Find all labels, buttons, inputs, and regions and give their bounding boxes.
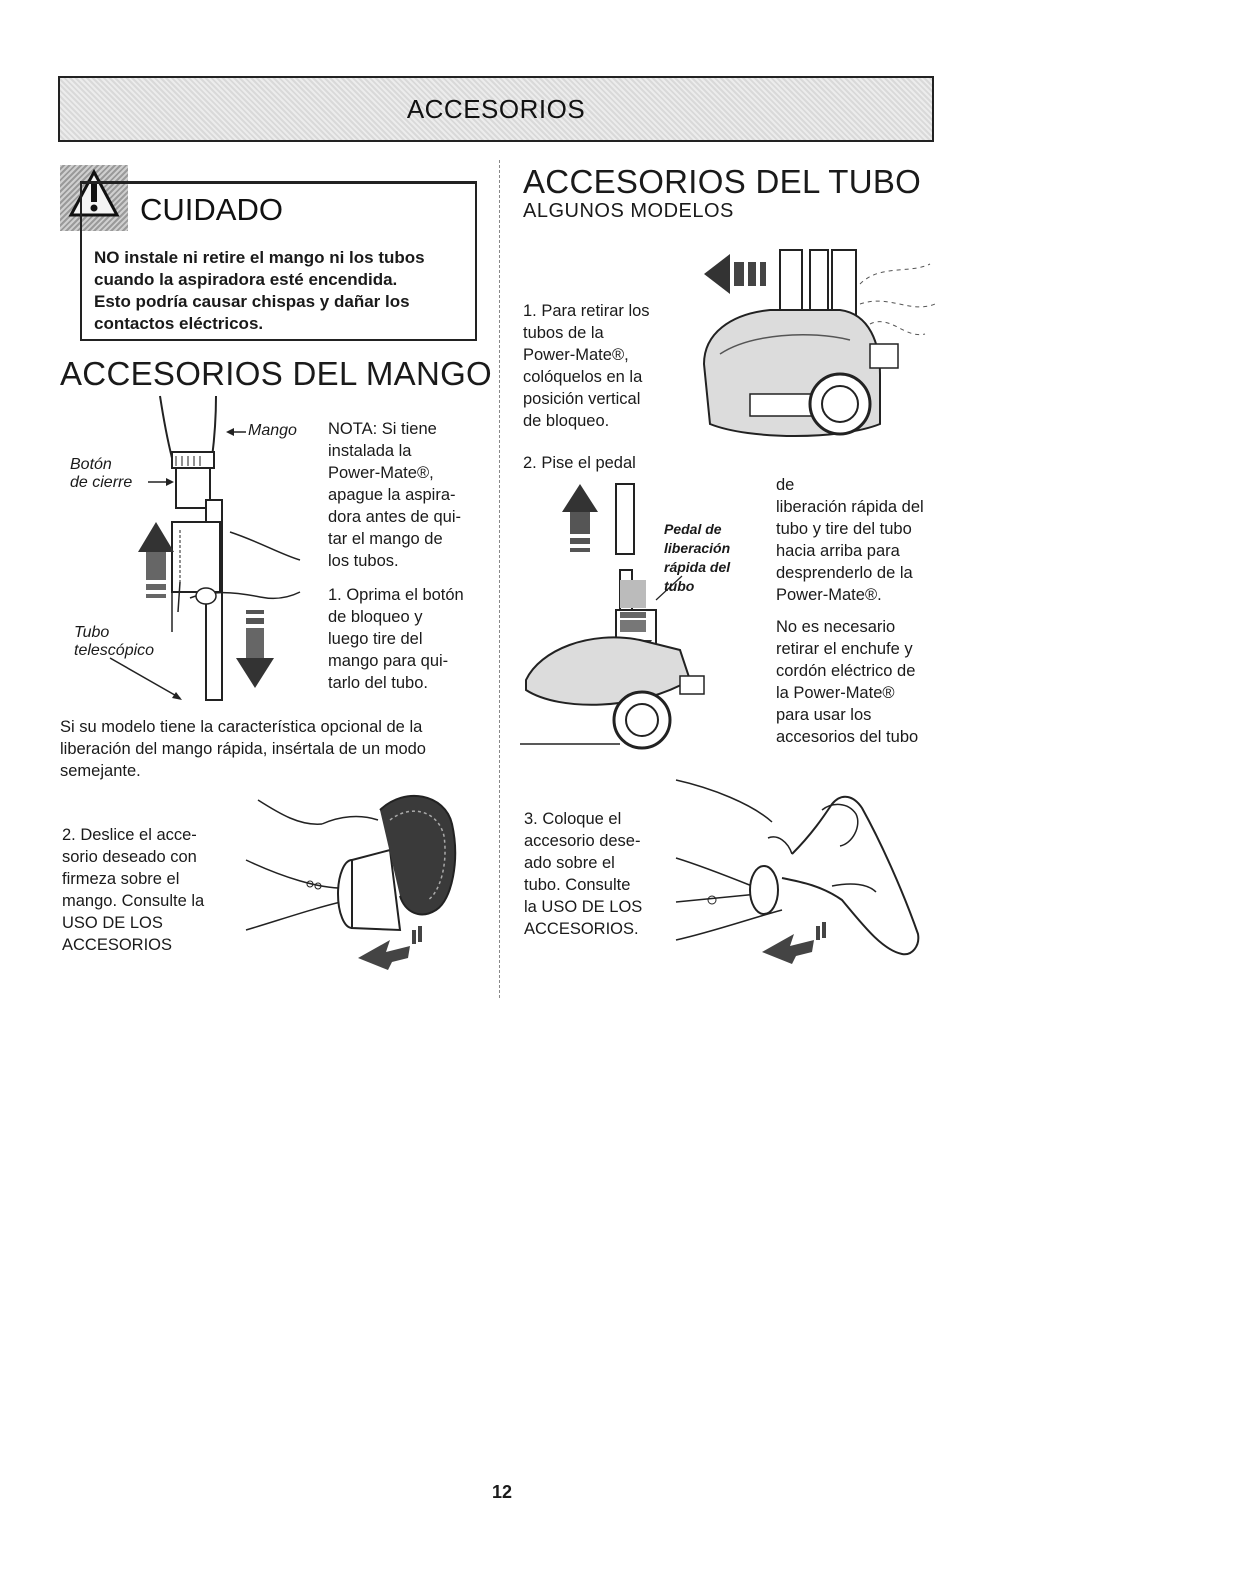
text-line: mango. Consulte la — [62, 892, 205, 910]
text-line: la USO DE LOS — [524, 898, 643, 916]
right-step1-text — [523, 300, 650, 432]
handle-removal-illustration — [60, 392, 320, 712]
right-note-text — [776, 616, 918, 748]
section-banner — [58, 76, 934, 142]
text-line: Power-Mate®, — [523, 346, 629, 364]
label-line: tubo — [664, 578, 695, 594]
text-line: tubos de la — [523, 324, 604, 342]
label-line: Botón — [70, 456, 112, 473]
label-line: Tubo — [74, 624, 110, 641]
text-line: de — [776, 476, 795, 494]
text-line: para usar los — [776, 706, 872, 724]
text-line: desprenderlo de la — [776, 564, 913, 582]
section-title: ACCESORIOS — [406, 93, 586, 124]
warning-line: cuando la aspiradora esté encendida. — [94, 270, 398, 289]
text-line: instalada la — [328, 442, 412, 460]
warning-line: contactos eléctricos. — [94, 314, 264, 333]
right-step2-intro: 2. Pise el pedal — [523, 454, 636, 472]
text-line: liberación del mango rápida, insértala de un modo — [60, 740, 426, 758]
right-step3-text — [524, 808, 642, 940]
left-heading: ACCESORIOS DEL MANGO — [60, 355, 493, 392]
text-line: ACCESORIOS. — [524, 920, 639, 938]
text-line: 1. Oprima el botón — [328, 586, 464, 604]
text-line: de bloqueo y — [328, 608, 423, 626]
label-line: de cierre — [70, 474, 133, 491]
warning-line: Esto podría causar chispas y dañar los — [94, 292, 410, 311]
text-line: Power-Mate®. — [776, 586, 882, 604]
warning-title: CUIDADO — [140, 192, 283, 227]
text-line: colóquelos en la — [523, 368, 643, 386]
right-heading: ACCESORIOS DEL TUBO — [523, 163, 922, 200]
right-subheading: ALGUNOS MODELOS — [523, 200, 734, 222]
label-line: liberación — [664, 540, 731, 556]
text-line: luego tire del — [328, 630, 423, 648]
label-line: Pedal de — [664, 521, 722, 537]
text-line: cordón eléctrico de — [776, 662, 916, 680]
text-line: No es necesario — [776, 618, 896, 636]
text-line: mango para qui- — [328, 652, 449, 670]
nota-text — [328, 418, 461, 572]
text-line: 1. Para retirar los — [523, 302, 650, 320]
left-step1-text — [328, 584, 464, 694]
text-line: ado sobre el — [524, 854, 615, 872]
text-line: tarlo del tubo. — [328, 674, 428, 692]
text-line: la Power-Mate® — [776, 684, 895, 702]
powermate-upright-illustration — [690, 244, 945, 454]
text-line: 2. Deslice el acce- — [62, 826, 197, 844]
warning-text — [94, 247, 469, 335]
column-divider — [499, 160, 500, 998]
text-line: apague la aspira- — [328, 486, 456, 504]
right-step2-continued — [776, 474, 924, 606]
text-line: tar el mango de — [328, 530, 443, 548]
text-line: hacia arriba para — [776, 542, 900, 560]
label-boton-de-cierre — [70, 456, 132, 492]
text-line: USO DE LOS — [62, 914, 163, 932]
text-line: retirar el enchufe y — [776, 640, 913, 658]
brush-accessory-illustration — [240, 780, 462, 970]
text-line: accesorios del tubo — [776, 728, 919, 746]
text-line: los tubos. — [328, 552, 399, 570]
text-line: ACCESORIOS — [62, 936, 173, 954]
text-line: NOTA: Si tiene — [328, 420, 437, 438]
label-line: telescópico — [74, 642, 155, 659]
label-line: rápida del — [664, 559, 731, 575]
text-line: tubo y tire del tubo — [776, 520, 912, 538]
text-line: de bloqueo. — [523, 412, 610, 430]
label-pedal-liberacion — [664, 520, 730, 596]
text-line: tubo. Consulte — [524, 876, 631, 894]
text-line: dora antes de qui- — [328, 508, 462, 526]
text-line: accesorio dese- — [524, 832, 641, 850]
optional-feature-text — [60, 716, 426, 782]
text-line: firmeza sobre el — [62, 870, 180, 888]
text-line: Power-Mate®, — [328, 464, 434, 482]
text-line: Si su modelo tiene la característica opcional de la — [60, 718, 423, 736]
left-step2-text — [62, 824, 204, 956]
text-line: sorio deseado con — [62, 848, 197, 866]
crevice-tool-illustration — [672, 774, 928, 964]
warning-line: NO instale ni retire el mango ni los tubos — [94, 248, 425, 267]
label-mango: Mango — [248, 422, 297, 439]
text-line: posición vertical — [523, 390, 641, 408]
page-number: 12 — [492, 1482, 513, 1502]
text-line: 3. Coloque el — [524, 810, 622, 828]
label-tubo-telescopico — [74, 624, 154, 660]
text-line: semejante. — [60, 762, 141, 780]
text-line: liberación rápida del — [776, 498, 924, 516]
